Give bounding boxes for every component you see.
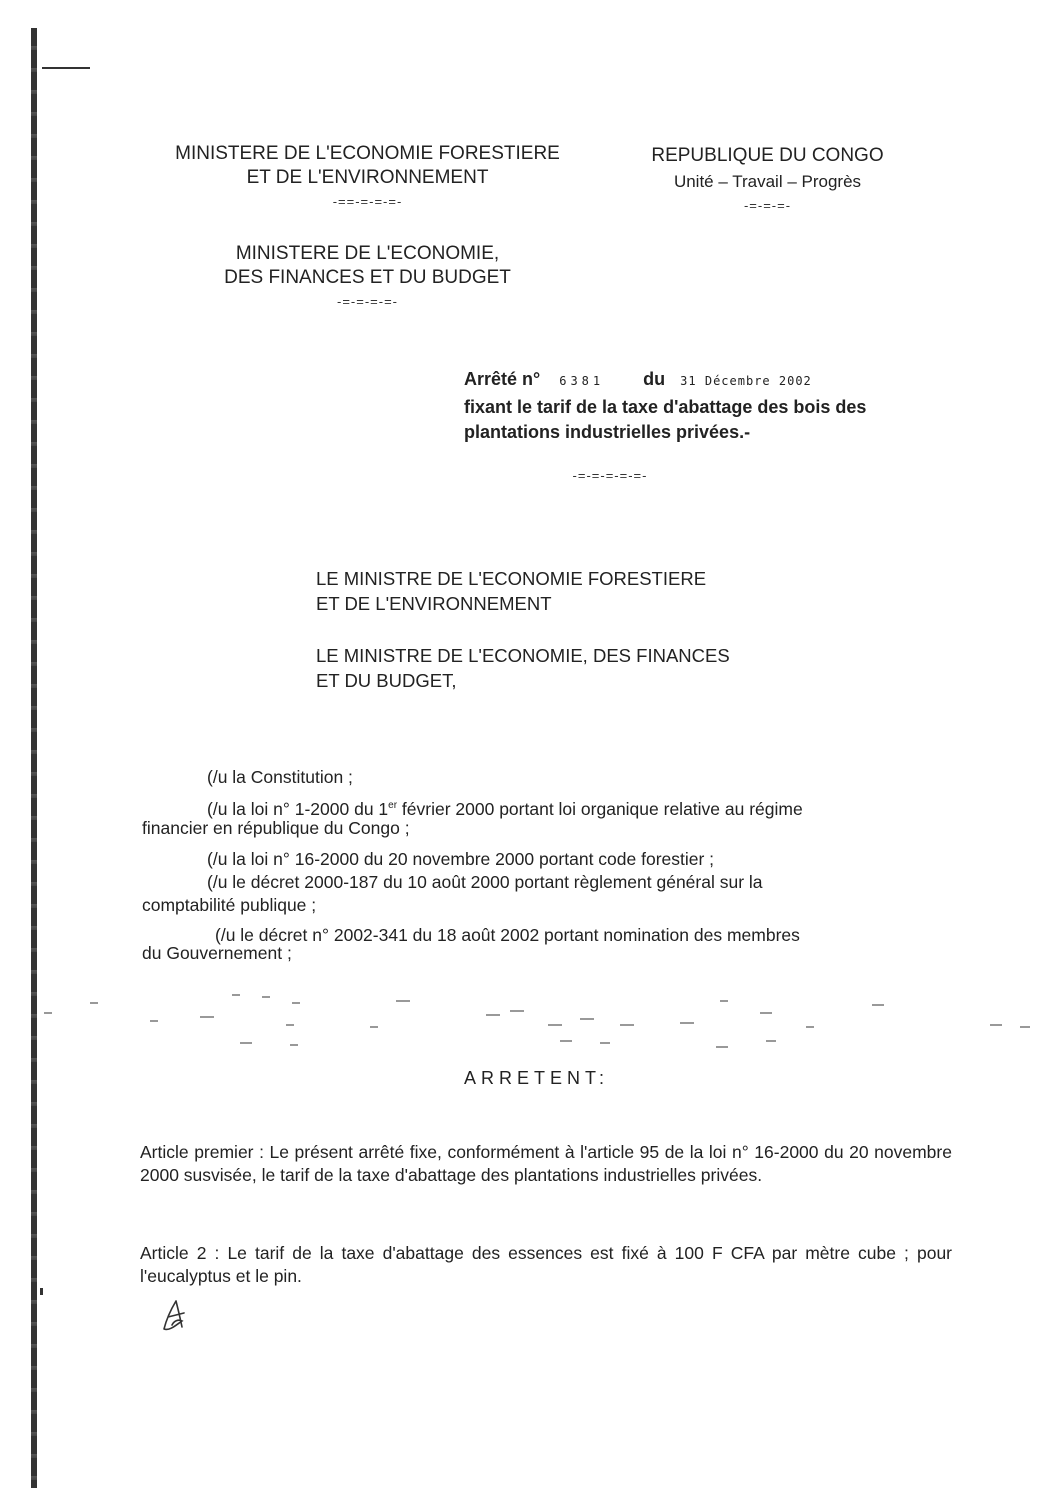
decree-du: du: [643, 369, 666, 389]
decree-title-line2: plantations industrielles privées.-: [464, 422, 751, 442]
minister-forestry-line2: ET DE L'ENVIRONNEMENT: [316, 593, 552, 614]
visa-decret-2002-341-cont: du Gouvernement ;: [142, 943, 292, 963]
ministry-forestry-line2: ET DE L'ENVIRONNEMENT: [246, 167, 489, 188]
arretent-heading: ARRETENT:: [464, 1068, 610, 1088]
article-premier: [140, 1141, 952, 1187]
visa-loi-16-2000: (/u la loi n° 16-2000 du 20 novembre 2000 portant code forestier ;: [207, 849, 715, 869]
national-motto: Unité – Travail – Progrès: [673, 172, 862, 191]
header-left-separator-2: -=-=-=-=-: [336, 294, 398, 309]
visa-constitution: (/u la Constitution ;: [207, 767, 353, 787]
country-name: REPUBLIQUE DU CONGO: [651, 145, 884, 166]
scan-edge-tick: [40, 1288, 43, 1295]
minister-finance-line2: ET DU BUDGET,: [316, 670, 457, 691]
visa-loi-1-2000-pre: (/u la loi n° 1-2000 du 1: [207, 798, 389, 819]
article-2: [140, 1242, 952, 1288]
reference-separator: -=-=-=-=-=-: [572, 468, 648, 483]
decree-title-line1: fixant le tarif de la taxe d'abattage des bois des: [464, 397, 867, 417]
visa-decret-2000-187-cont: comptabilité publique ;: [142, 895, 317, 915]
article-premier-label: Article premier: [140, 1142, 254, 1162]
header-right-separator: -=-=-=-: [743, 198, 792, 213]
scan-binding-edge: [31, 28, 37, 1488]
visa-loi-1-2000-cont: financier en république du Congo ;: [142, 818, 410, 838]
article-2-label: Article 2: [140, 1243, 207, 1263]
scan-edge-mark: [42, 67, 90, 69]
initials-signature-icon: [156, 1295, 192, 1335]
decree-number: 6381: [559, 374, 605, 388]
scan-noise-band: [0, 985, 1059, 1055]
visa-loi-1-2000-sup: er: [388, 800, 398, 811]
article-2-text: : Le tarif de la taxe d'abattage des essences est fixé à 100 F CFA par mètre cube ; pour l'eucalyptus et le pin.: [140, 1243, 953, 1286]
visa-decret-2002-341: (/u le décret n° 2002-341 du 18 août 2002 portant nomination des membres: [215, 925, 800, 945]
visa-decret-2000-187: (/u le décret 2000-187 du 10 août 2000 portant règlement général sur la: [207, 872, 763, 892]
ministry-forestry-line1: MINISTERE DE L'ECONOMIE FORESTIERE: [175, 143, 560, 164]
decree-reference: [464, 367, 812, 393]
ministry-finance-line1: MINISTERE DE L'ECONOMIE,: [235, 243, 500, 264]
visa-loi-1-2000-post: février 2000 portant loi organique relative au régime: [397, 798, 803, 819]
decree-date: 31 Décembre 2002: [680, 374, 812, 388]
minister-forestry-line1: LE MINISTRE DE L'ECONOMIE FORESTIERE: [316, 568, 707, 589]
article-premier-text: : Le présent arrêté fixe, conformément à l'article 95 de la loi n° 16-2000 du 20 novembre 2000 susvisée, le tarif de la taxe d'abattage des plantations industrielles privées.: [140, 1142, 952, 1185]
decree-prefix: Arrêté n°: [464, 369, 541, 389]
minister-finance-line1: LE MINISTRE DE L'ECONOMIE, DES FINANCES: [316, 645, 730, 666]
ministry-finance-line2: DES FINANCES ET DU BUDGET: [224, 267, 511, 288]
header-left-separator-1: -==-=-=-=-: [332, 194, 403, 209]
